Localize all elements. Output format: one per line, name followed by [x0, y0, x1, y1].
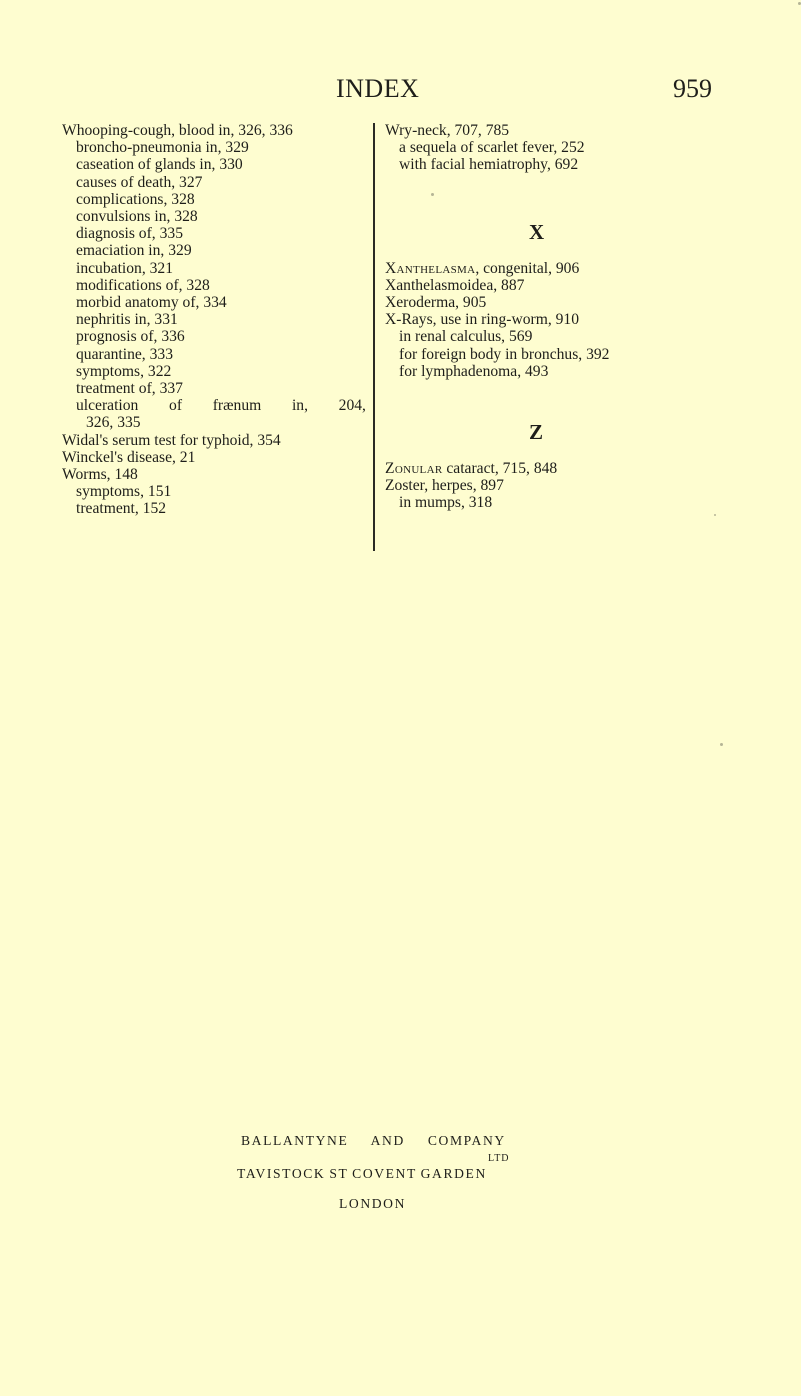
index-entry: Worms, 148: [62, 466, 138, 484]
index-entry: Whooping-cough, blood in, 326, 336: [62, 122, 293, 139]
index-subentry: symptoms, 322: [76, 362, 172, 380]
index-subentry: complications, 328: [76, 190, 195, 208]
imprint-city: LONDON: [339, 1196, 406, 1211]
index-subentry-justified: [62, 397, 366, 414]
index-subentry: morbid anatomy of, 334: [76, 294, 227, 312]
index-subentry: diagnosis of, 335: [76, 225, 183, 243]
index-entry: Widal's serum test for typhoid, 354: [62, 431, 281, 449]
index-subentry: quarantine, 333: [76, 345, 173, 363]
index-entry: Xeroderma, 905: [385, 294, 487, 312]
scan-speck: [720, 743, 723, 746]
index-subentry: in renal calculus, 569: [399, 328, 533, 346]
index-subentry: treatment, 152: [76, 500, 167, 518]
index-subentry: emaciation in, 329: [76, 242, 192, 260]
running-head: [0, 74, 801, 104]
imprint-address: TAVISTOCK ST COVENT GARDEN: [237, 1166, 487, 1181]
scan-speck: [714, 514, 716, 516]
index-column-left: [62, 122, 366, 518]
imprint-ltd: LTD: [488, 1153, 510, 1164]
small-caps-headword: Zonular: [385, 460, 443, 478]
index-subentry: for lymphadenoma, 493: [399, 362, 549, 380]
index-subentry: modifications of, 328: [76, 276, 210, 294]
index-subentry: with facial hemiatrophy, 692: [399, 156, 579, 174]
column-divider-rule: [373, 123, 375, 551]
index-subentry: broncho-pneumonia in, 329: [76, 139, 249, 157]
index-subentry: incubation, 321: [76, 259, 174, 277]
index-entry: Zoster, herpes, 897: [385, 477, 504, 495]
index-subentry: convulsions in, 328: [76, 208, 198, 226]
index-subentry: prognosis of, 336: [76, 328, 185, 346]
index-entry: Wry-neck, 707, 785: [385, 122, 510, 139]
index-subentry: treatment of, 337: [76, 380, 183, 398]
index-subentry: in mumps, 318: [399, 494, 493, 512]
entry-text: , congenital, 906: [475, 259, 580, 277]
index-entry: Winckel's disease, 21: [62, 448, 196, 466]
index-entry: [385, 460, 795, 477]
index-entry: X-Rays, use in ring-worm, 910: [385, 311, 580, 329]
index-subentry: nephritis in, 331: [76, 311, 178, 329]
imprint-printer-name: BALLANTYNE AND COMPANY: [241, 1133, 506, 1148]
word: ulceration: [76, 397, 139, 415]
index-subentry: for foreign body in bronchus, 392: [399, 345, 610, 363]
section-letter-z: Z: [529, 420, 544, 445]
index-subentry-continuation: 326, 335: [86, 414, 141, 432]
page-number: 959: [673, 74, 712, 103]
scan-speck: [431, 193, 434, 196]
index-subentry: caseation of glands in, 330: [76, 156, 243, 174]
index-subentry: causes of death, 327: [76, 173, 203, 191]
word: 204,: [338, 397, 366, 415]
index-entry: [385, 260, 795, 277]
index-entry: Xanthelasmoidea, 887: [385, 276, 525, 294]
index-column-right: [385, 122, 795, 512]
word: frænum: [212, 397, 262, 415]
index-subentry: symptoms, 151: [76, 483, 172, 501]
section-letter-x: X: [529, 219, 545, 244]
small-caps-headword: Xanthelasma: [385, 259, 476, 277]
entry-text: cataract, 715, 848: [442, 460, 558, 478]
word: in,: [291, 397, 308, 415]
page-title: INDEX: [336, 74, 420, 103]
index-subentry: a sequela of scarlet fever, 252: [399, 139, 585, 157]
word: of: [169, 397, 183, 415]
